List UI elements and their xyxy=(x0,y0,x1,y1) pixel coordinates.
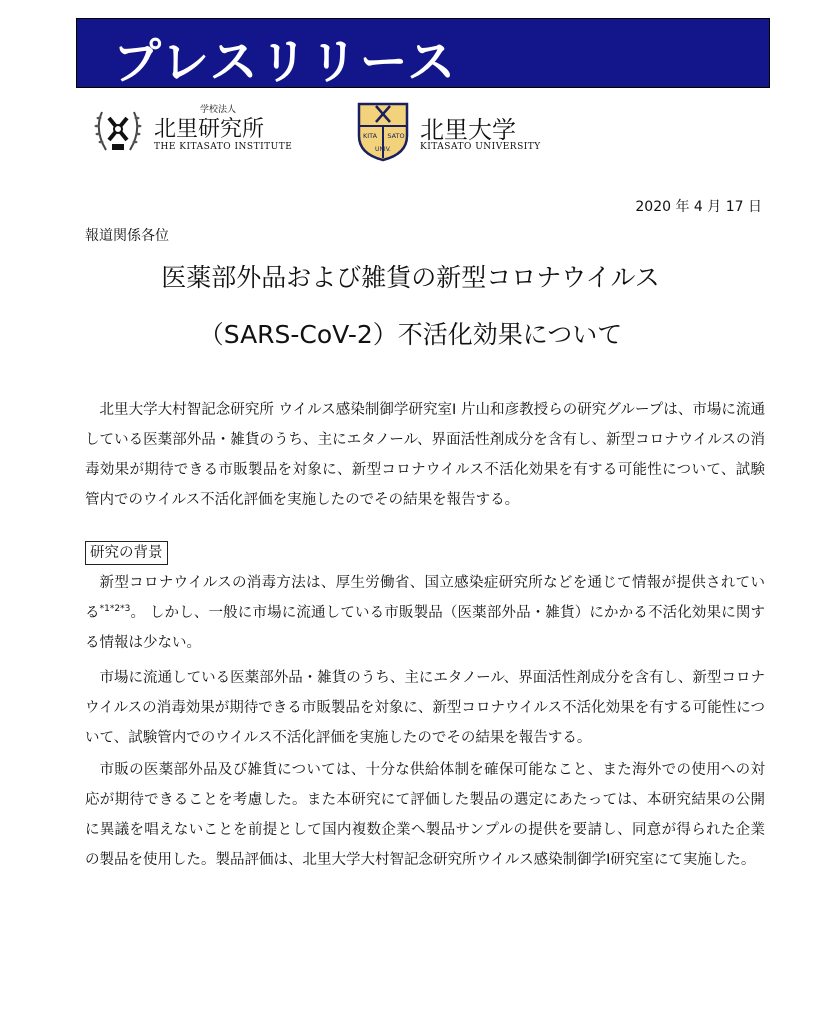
background-paragraph-2: 市場に流通している医薬部外品・雑貨のうち、主にエタノール、界面活性剤成分を含有し、新型コロナウイルスの消毒効果が期待できる市販製品を対象に、新型コロナウイルス不活化効果を有する可能性について、試験管内でのウイルス不活化評価を実施したのでその結果を報告する。 xyxy=(85,670,765,746)
university-name: 北里大学 xyxy=(420,116,516,144)
univ-emblem-text-univ: UNIV. xyxy=(375,146,391,153)
institute-name: 北里研究所 xyxy=(154,117,265,142)
intro-paragraph: 北里大学大村智記念研究所 ウイルス感染制御学研究室Ⅰ 片山和彦教授らの研究グループは、市場に流通している医薬部外品・雑貨のうち、主にエタノール、界面活性剤成分を含有し、新型コロナウイルスの消毒効果が期待できる市販製品を対象に、新型コロナウイルス不活化効果を有する可能性について、試験管内でのウイルス不活化評価を実施したのでその結果を報告する。 xyxy=(85,402,765,508)
univ-emblem-text-kita: KITA xyxy=(362,132,378,140)
background-paragraph-1 xyxy=(85,568,765,658)
kitasato-institute-logo xyxy=(92,100,312,162)
kitasato-university-logo xyxy=(356,100,556,162)
reference-superscript: *1*2*3 xyxy=(99,604,131,615)
institute-english-name: THE KITASATO INSTITUTE xyxy=(154,142,293,152)
press-release-banner xyxy=(76,18,770,88)
addressee: 報道関係各位 xyxy=(85,228,169,244)
kitasato-institute-laurel-emblem-icon xyxy=(92,104,144,156)
kitasato-university-shield-emblem-icon xyxy=(356,100,410,162)
background-p1-text-after: 。 しかし、一般に市場に流通している市販製品（医薬部外品・雑貨）にかかる不活化効果に関する情報は少ない。 xyxy=(85,605,766,651)
title-line-1: 医薬部外品および雑貨の新型コロナウイルス xyxy=(161,263,660,292)
title-line-2: （SARS-CoV-2）不活化効果について xyxy=(198,320,623,349)
institute-small-label: 学校法人 xyxy=(200,105,237,115)
release-date: 2020 年 4 月 17 日 xyxy=(635,199,762,215)
background-paragraph-3: 市販の医薬部外品及び雑貨については、十分な供給体制を確保可能なこと、また海外での使用への対応が期待できることを考慮した。また本研究にて評価した製品の選定にあたっては、本研究結果の公開に異議を唱えないことを前提として国内複数企業へ製品サンプルの提供を要請し、同意が得られた企業の製品を使用した。製品評価は、北里大学大村智記念研究所ウイルス感染制御学Ⅰ研究室にて実施した。 xyxy=(85,762,765,868)
section-heading-background: 研究の背景 xyxy=(85,541,168,565)
university-english-name: KITASATO UNIVERSITY xyxy=(420,142,541,152)
background-p1-text-before: 新型コロナウイルスの消毒方法は、厚生労働省、国立感染症研究所などを通じて情報が提供されている xyxy=(85,575,765,621)
univ-emblem-text-sato: SATO xyxy=(387,132,405,140)
banner-title: プレスリリース xyxy=(113,34,458,90)
